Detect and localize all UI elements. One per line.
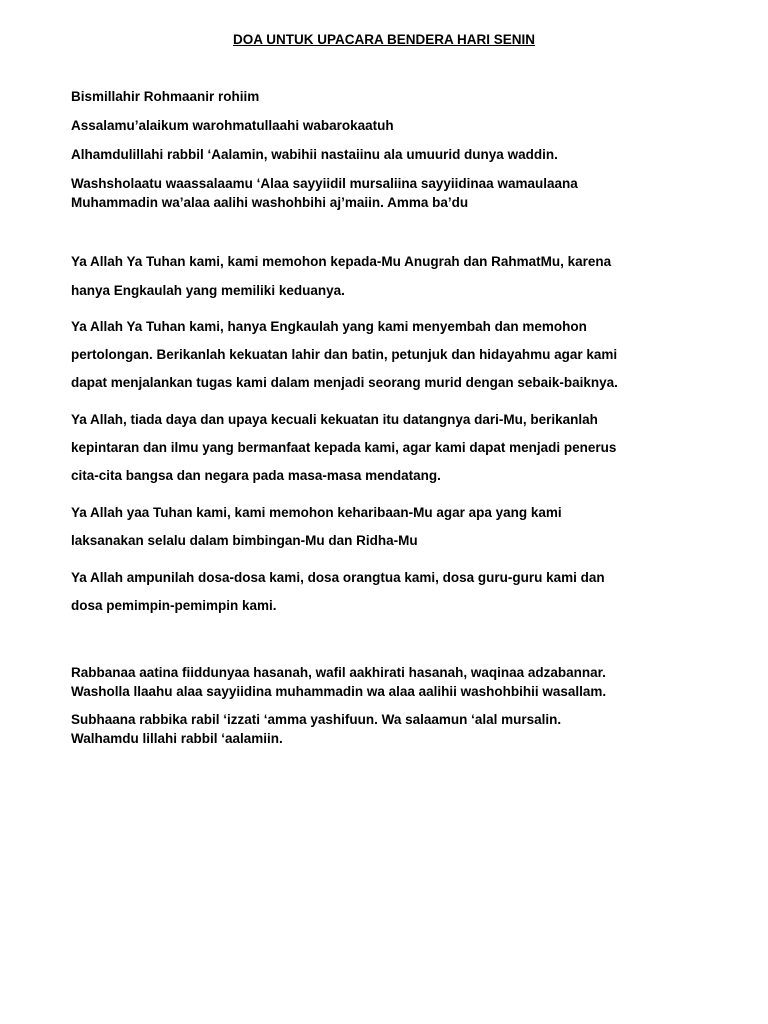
text-line: Ya Allah yaa Tuhan kami, kami memohon keharibaan-Mu agar apa yang kami [71,505,562,520]
text-line: Muhammadin wa’alaa aalihi washohbihi aj’maiin. Amma ba’du [71,195,469,210]
text-line: Subhaana rabbika rabil ‘izzati ‘amma yashifuun. Wa salaamun ‘alal mursalin. [71,712,562,727]
text-line: Bismillahir Rohmaanir rohiim [71,89,260,104]
text-line: dosa pemimpin-pemimpin kami. [71,598,277,613]
text-line: dapat menjalankan tugas kami dalam menjadi seorang murid dengan sebaik-baiknya. [71,375,618,390]
text-line: hanya Engkaulah yang memiliki keduanya. [71,283,345,298]
text-line: Washsholaatu waassalaamu ‘Alaa sayyiidil mursaliina sayyiidinaa wamaulaana [71,176,578,191]
text-line: Rabbanaa aatina fiiddunyaa hasanah, wafil aakhirati hasanah, waqinaa adzabannar. [71,665,606,680]
text-line: Washolla llaahu alaa sayyiidina muhammadin wa alaa aalihii washohbihii wasallam. [71,684,607,699]
text-line: kepintaran dan ilmu yang bermanfaat kepada kami, agar kami dapat menjadi penerus [71,440,617,455]
text-line: pertolongan. Berikanlah kekuatan lahir dan batin, petunjuk dan hidayahmu agar kami [71,347,618,362]
document-title: DOA UNTUK UPACARA BENDERA HARI SENIN [232,32,535,47]
text-line: Ya Allah, tiada daya dan upaya kecuali kekuatan itu datangnya dari-Mu, berikanlah [71,412,598,427]
text-line: laksanakan selalu dalam bimbingan-Mu dan Ridha-Mu [71,533,418,548]
text-line: Walhamdu lillahi rabbil ‘aalamiin. [71,731,283,746]
text-line: Assalamu’alaikum warohmatullaahi wabarokaatuh [71,118,394,133]
text-line: Ya Allah ampunilah dosa-dosa kami, dosa orangtua kami, dosa guru-guru kami dan [71,570,605,585]
text-line: Alhamdulillahi rabbil ‘Aalamin, wabihii nastaiinu ala umuurid dunya waddin. [71,147,558,162]
text-line: cita-cita bangsa dan negara pada masa-masa mendatang. [71,468,441,483]
text-line: Ya Allah Ya Tuhan kami, hanya Engkaulah yang kami menyembah dan memohon [71,319,587,334]
text-line: Ya Allah Ya Tuhan kami, kami memohon kepada-Mu Anugrah dan RahmatMu, karena [71,254,612,269]
